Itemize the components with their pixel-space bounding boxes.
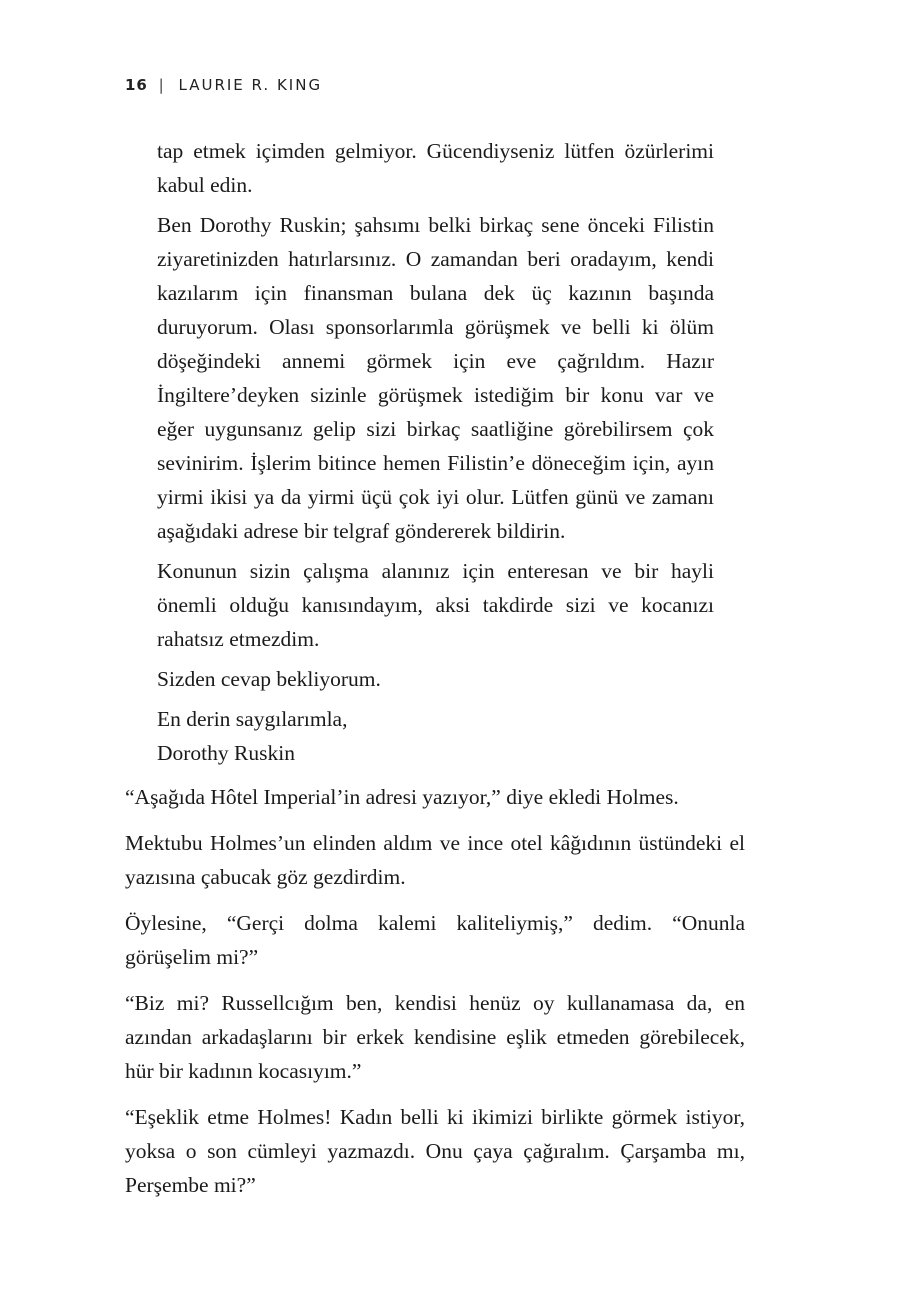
narrative-paragraph: “Aşağıda Hôtel Imperial’in adresi yazıyor,” diye ekledi Holmes. xyxy=(125,785,679,809)
narrative-paragraph: “Biz mi? Russellcığım ben, kendisi henüz oy kullanamasa da, en azından arkadaşlarını bir erkek kendisine eşlik etmeden görebilecek, hür bir kadının kocasıyım.” xyxy=(125,991,745,1083)
narrative-paragraph: Mektubu Holmes’un elinden aldım ve ince otel kâğıdının üstündeki el yazısına çabucak göz gezdirdim. xyxy=(125,831,745,889)
narrative-paragraph: “Eşeklik etme Holmes! Kadın belli ki ikimizi birlikte görmek istiyor, yoksa o son cümleyi yazmazdı. Onu çaya çağıralım. Çarşamba mı, Perşembe mi?” xyxy=(125,1105,745,1197)
narrative-block xyxy=(125,780,745,1202)
page-body xyxy=(125,134,745,1214)
letter-paragraph: Konunun sizin çalışma alanınız için enteresan ve bir hayli önemli olduğu kanısındayım, aksi takdirde sizi ve kocanızı rahatsız etmezdim. xyxy=(157,559,714,651)
letter-block xyxy=(125,134,714,770)
header-separator: | xyxy=(158,76,166,94)
letter-paragraph: Sizden cevap bekliyorum. xyxy=(157,667,381,691)
narrative-paragraph: Öylesine, “Gerçi dolma kalemi kaliteliymiş,” dedim. “Onunla görüşelim mi?” xyxy=(125,911,745,969)
page-number: 16 xyxy=(125,76,148,94)
letter-paragraph: tap etmek içimden gelmiyor. Gücendiyseniz lütfen özürlerimi kabul edin. xyxy=(157,139,714,197)
letter-signature: Dorothy Ruskin xyxy=(157,741,295,765)
letter-paragraph: Ben Dorothy Ruskin; şahsımı belki birkaç sene önceki Filistin ziyaretinizden hatırlarsınız. O zamandan beri oradayım, kendi kazılarım için finansman bulana dek üç kazının başında duruyorum. Olası sponsorlarımla görüşmek ve belli ki ölüm döşeğindeki annemi görmek için eve çağrıldım. Hazır İngiltere’deyken sizinle görüşmek istediğim bir konu var ve eğer uygunsanız gelip sizi birkaç saatliğine görebilirsem çok sevinirim. İşlerim bitince hemen Filistin’e döneceğim için, ayın yirmi ikisi ya da yirmi üçü çok iyi olur. Lütfen günü ve zamanı aşağıdaki adrese bir telgraf göndererek bildirin. xyxy=(157,213,714,543)
author-name: LAURIE R. KING xyxy=(178,76,323,94)
letter-closing: En derin saygılarımla, xyxy=(157,707,348,731)
running-header xyxy=(125,76,322,94)
